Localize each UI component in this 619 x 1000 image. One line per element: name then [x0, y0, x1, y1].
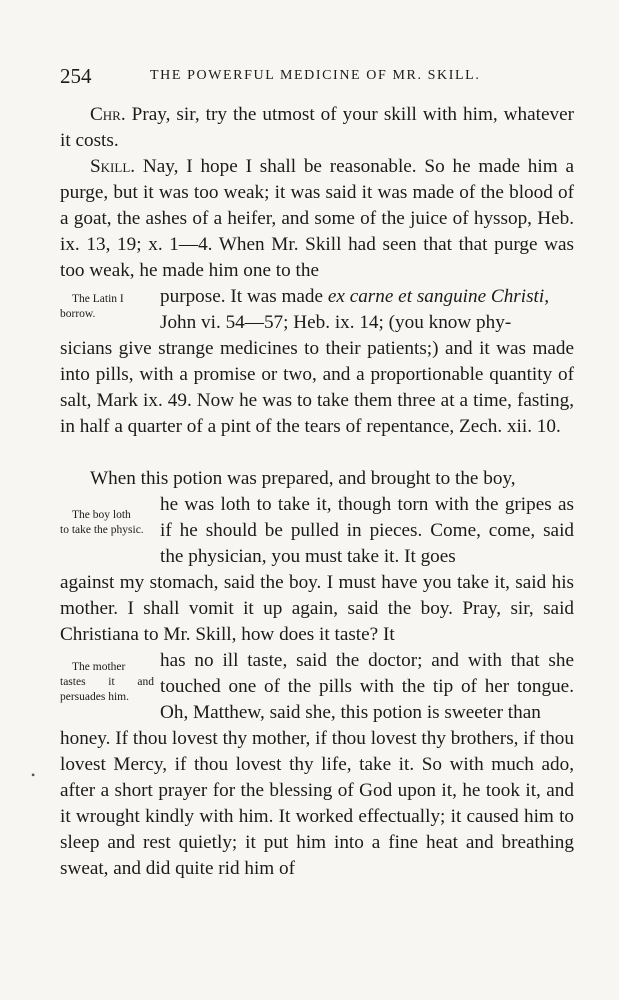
- sidenote-boy-rest: to take the physic.: [60, 524, 144, 536]
- line-john: John vi. 54—57; Heb. ix. 14; (you know phy-: [160, 312, 512, 333]
- paragraph-skill-rest: sicians give strange medicines to their patients;) and it was made into pills, with a promise or two, and a proportionable quantity of salt, Mark ix. 49. Now he was to take them three at a time, fasting, in half a quarter of a pint of the tears of repentance, Zech. xii. 10.: [60, 338, 574, 437]
- sidenote-mother-first: The mother: [72, 661, 126, 673]
- line-purpose: [160, 284, 574, 310]
- latin-phrase: ex carne et sanguine Christi,: [327, 286, 550, 307]
- paragraph-skill-text: Nay, I hope I shall be reasonable. So he made him a purge, but it was too weak; it was said it was made of the blood of a goat, the ashes of a heifer, and some of the juice of hyssop, Heb. ix. 13, 19; x. 1—4. When Mr. Skill had seen that that purge was too weak, he made him one to the: [60, 156, 574, 281]
- sidenote-mother: [60, 660, 154, 705]
- page-header: [60, 64, 580, 88]
- page-number: 254: [60, 64, 92, 88]
- sidenote-latin-first: The Latin I: [72, 293, 124, 305]
- paragraph-potion-narrow-1: he was loth to take it, though torn with the gripes as if he should be pulled in pieces. Come, come, said the physician, you must take it. It goes: [160, 494, 574, 567]
- sidenote-latin-rest: borrow.: [60, 308, 96, 320]
- running-head: THE POWERFUL MEDICINE OF MR. SKILL.: [150, 68, 481, 83]
- paragraph-potion-first-line: When this potion was prepared, and brought to the boy,: [90, 468, 516, 489]
- paragraph-chr-text: Pray, sir, try the utmost of your skill with him, whatever it costs.: [60, 104, 574, 151]
- speaker-skill: Skill.: [90, 156, 136, 177]
- speaker-chr: Chr.: [90, 104, 126, 125]
- sidenote-boy-loth: [60, 508, 154, 538]
- sidenote-mother-rest: tastes it and persuades him.: [60, 676, 154, 703]
- paragraph-potion-full-2: honey. If thou lovest thy mother, if thou lovest thy brothers, if thou lovest Mercy, if thou lovest thy life, take it. So with much ado, after a short prayer for the blessing of God upon it, he took it, and it wrought kindly with him. It worked effectually; it caused him to sleep and rest quietly; it put him into a fine heat and breathing sweat, and did quite rid him of: [60, 728, 574, 879]
- paragraph-skill: [60, 154, 574, 284]
- stray-ink-mark: •: [31, 768, 36, 782]
- sidenote-boy-first: The boy loth: [72, 509, 131, 521]
- paragraph-potion-full-1: against my stomach, said the boy. I must have you take it, said his mother. I shall vomit it up again, said the boy. Pray, sir, said Christiana to Mr. Skill, how does it taste? It: [60, 572, 574, 645]
- paragraph-chr: [60, 102, 574, 154]
- line-purpose-text: purpose. It was made: [160, 286, 324, 307]
- paragraph-potion-narrow-2: has no ill taste, said the doctor; and with that she touched one of the pills with the tip of her tongue. Oh, Matthew, said she, this potion is sweeter than: [160, 650, 574, 723]
- sidenote-latin: [60, 292, 154, 322]
